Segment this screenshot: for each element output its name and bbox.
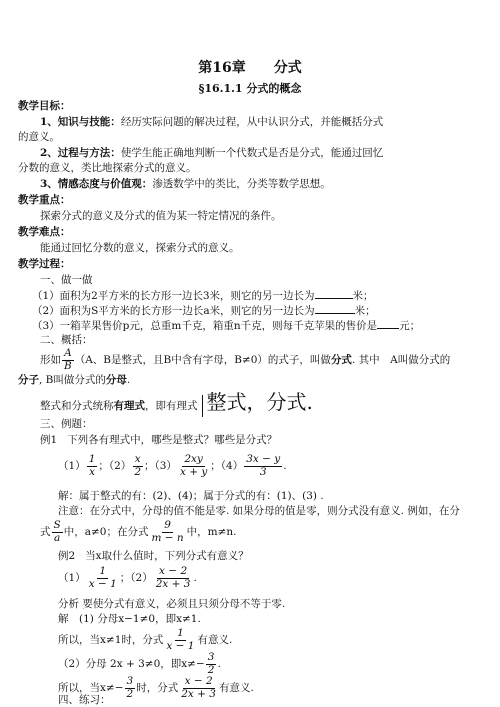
section-title: §16.1.1 分式的概念 [198, 82, 302, 95]
definition-line-2-end: . [126, 374, 131, 386]
objective-2-label: 2、过程与方法： [40, 147, 121, 159]
option-1-label: （1） [58, 460, 86, 473]
option-3-numerator: 2xy [184, 453, 203, 465]
question-2-blank [315, 304, 355, 314]
step-2-heading: 二、概括： [40, 334, 93, 346]
sol1b-prefix: 所以，当x≠1时，分式 [58, 634, 164, 647]
question-1-unit: 米； [352, 290, 374, 302]
definition-line [40, 348, 450, 372]
note-fraction-2 [149, 520, 185, 544]
ex2-option-1-denominator: x − 1 [88, 577, 117, 590]
sol2-end: . [217, 658, 221, 671]
definition-denominator: B [64, 359, 72, 372]
note-line-1: 注意：在分式中，分母的值不能是零. 如果分母的值是零，则分式没有意义. 例如，在分 [58, 505, 460, 517]
ex2-option-2-numerator: x − 2 [159, 565, 188, 577]
question-1-text: （1）面积为2平方米的长方形一边长3米，则它的另一边长为 [32, 290, 315, 302]
ex2-option-1-fraction [87, 566, 119, 590]
note-end: 中，m≠n. [186, 526, 237, 539]
ex2-option-1-label: （1） [58, 572, 86, 585]
ex2-option-2-denominator: 2x + 3 [155, 577, 191, 590]
question-3-blank [377, 319, 399, 329]
sol2-prefix: （2）分母 2x + 3≠0，即x≠− [58, 658, 205, 671]
objective-2-text: 使学生能正确地判断一个代数式是否是分式，能通过回忆 [120, 147, 384, 159]
analysis-line: 分析 要使分式有意义，必须且只须分母不等于零. [58, 598, 286, 610]
key-points-text: 探索分式的意义及分式的值为某一特定情况的条件。 [40, 210, 282, 222]
objectives-heading: 教学目标： [18, 100, 71, 112]
option-3-fraction [178, 454, 209, 478]
page-title [0, 60, 500, 78]
sol2b-end: 有意义. [218, 682, 254, 695]
definition-numerator: A [64, 347, 72, 359]
step-1-heading: 一、做一做 [40, 274, 93, 286]
sol2b-prefix: 所以，当x≠− [58, 682, 124, 695]
option-4-denominator: 3 [259, 465, 267, 478]
example-2-text: 当x取什么值时，下列分式有意义？ [85, 550, 249, 562]
objective-3-text: 渗透数学中的类比，分类等数学思想。 [152, 178, 331, 190]
option-1-fraction [87, 454, 98, 478]
sol2-fraction [206, 652, 217, 676]
question-2-text: （2）面积为S平方米的长方形一边长a米，则它的另一边长为 [32, 305, 315, 317]
example-1 [40, 434, 277, 447]
objective-1 [40, 116, 383, 129]
sol1b-end: 有意义. [197, 634, 233, 647]
question-3-unit: 元； [399, 320, 421, 332]
note-fraction-2-denominator: m − n [151, 531, 184, 544]
option-3-label: ；（3） [144, 460, 177, 473]
example-1-options [58, 454, 287, 478]
option-1-denominator: x [89, 465, 95, 478]
objective-1-cont: 的意义。 [18, 131, 60, 143]
example-2-label: 例2 [58, 550, 76, 562]
example-1-solution: 解：属于整式的有：(2)、(4)；属于分式的有：(1)、(3) . [58, 490, 324, 502]
definition-fraction [62, 348, 74, 372]
rational-classification: 整式，分式. [206, 390, 313, 414]
option-2-fraction [132, 454, 143, 478]
note-fraction-1-denominator: a [53, 531, 61, 544]
rational-text: ，即有理式 [145, 400, 198, 412]
solution-2 [58, 652, 221, 676]
option-2-label: ；（2） [98, 460, 132, 473]
ex2-option-2-fraction [154, 566, 193, 590]
rational-prefix: 整式和分式统称 [40, 400, 114, 412]
sol2-denominator: 2 [207, 663, 215, 676]
objective-3-label: 3、情感态度与价值观： [40, 178, 153, 190]
sol2b-numerator-2: x − 2 [184, 675, 213, 687]
process-heading: 教学过程： [18, 258, 71, 270]
ex2-option-2-label: ；（2） [119, 572, 153, 585]
example-2-options [58, 566, 197, 590]
example-2 [58, 550, 249, 563]
question-1 [32, 289, 374, 303]
question-1-blank [315, 289, 353, 299]
rational-expression-line [40, 390, 313, 417]
question-2 [32, 304, 376, 318]
option-2-denominator: 2 [134, 465, 141, 478]
sol1b-fraction [164, 628, 196, 652]
option-4-fraction [244, 454, 282, 478]
sol2b-denominator-2: 2x + 3 [181, 687, 216, 700]
chapter-topic: 分式 [273, 60, 302, 76]
note-line-2 [40, 520, 237, 544]
numerator-term: 分子 [18, 374, 39, 386]
definition-text-2: . 其中 A叫做分式的 [351, 354, 451, 367]
option-4-label: ；（4） [210, 460, 244, 473]
note-prefix: 式 [40, 526, 51, 539]
sol2b-fraction-1 [125, 676, 136, 700]
step-4-heading: 四、练习： [58, 694, 111, 706]
sol1b-denominator: x − 1 [166, 639, 195, 652]
sol2b-denominator-1: 2 [126, 687, 134, 700]
definition-bold: 分式 [330, 354, 352, 367]
chapter-number: 第16章 [198, 60, 246, 76]
option-1-numerator: 1 [88, 453, 96, 465]
sol1b-numerator: 1 [177, 627, 184, 639]
example-1-label: 例1 [40, 434, 58, 446]
note-middle: 中，a≠0；在分式 [63, 526, 149, 539]
note-fraction-2-numerator: 9 [164, 519, 171, 531]
definition-line-2 [18, 374, 130, 387]
example-2-end: . [193, 572, 197, 585]
sol2b-numerator-1: 3 [126, 675, 134, 687]
question-2-unit: 米； [354, 305, 376, 317]
objective-1-text: 经历实际问题的解决过程，从中认识分式，并能概括分式 [120, 116, 384, 128]
question-3-text: （3）一箱苹果售价p元，总重m千克，箱重n千克，则每千克苹果的售价是 [32, 320, 378, 332]
objective-2-cont: 分数的意义，类比地探索分式的意义。 [18, 162, 197, 174]
solution-1: 解 (1) 分母x−1≠0，即x≠1. [58, 613, 201, 625]
difficulties-text: 能通过回忆分数的意义，探索分式的意义。 [40, 242, 240, 254]
denominator-term: 分母 [105, 374, 127, 386]
note-fraction-1 [52, 520, 63, 544]
sol2-numerator: 3 [207, 651, 215, 663]
option-4-numerator: 3x − y [246, 453, 281, 465]
step-3-heading: 三、例题： [40, 418, 93, 430]
objective-1-label: 1、知识与技能： [40, 116, 121, 128]
sol2b-fraction-2 [179, 676, 218, 700]
ex2-option-1-numerator: 1 [99, 565, 107, 577]
question-3 [32, 319, 420, 333]
definition-prefix: 形如 [40, 354, 61, 367]
objective-2 [40, 147, 383, 160]
key-points-heading: 教学重点： [18, 194, 71, 206]
brace-bar [202, 395, 203, 417]
solution-1-conclusion [58, 628, 232, 652]
sol2b-middle: 时，分式 [136, 682, 179, 695]
rational-term: 有理式 [113, 400, 145, 412]
definition-text-1: （A、B是整式，且B中含有字母，B≠0）的式子，叫做 [74, 354, 331, 367]
definition-line-2-text: , B叫做分式的 [39, 374, 106, 386]
objective-3 [40, 178, 331, 191]
difficulties-heading: 教学难点： [18, 226, 71, 238]
option-3-denominator: x + y [179, 465, 208, 478]
example-1-text: 下列各有理式中，哪些是整式？哪些是分式？ [67, 434, 278, 446]
note-fraction-1-numerator: S [53, 519, 61, 531]
example-1-end: . [283, 460, 287, 473]
option-2-numerator: x [134, 453, 141, 465]
